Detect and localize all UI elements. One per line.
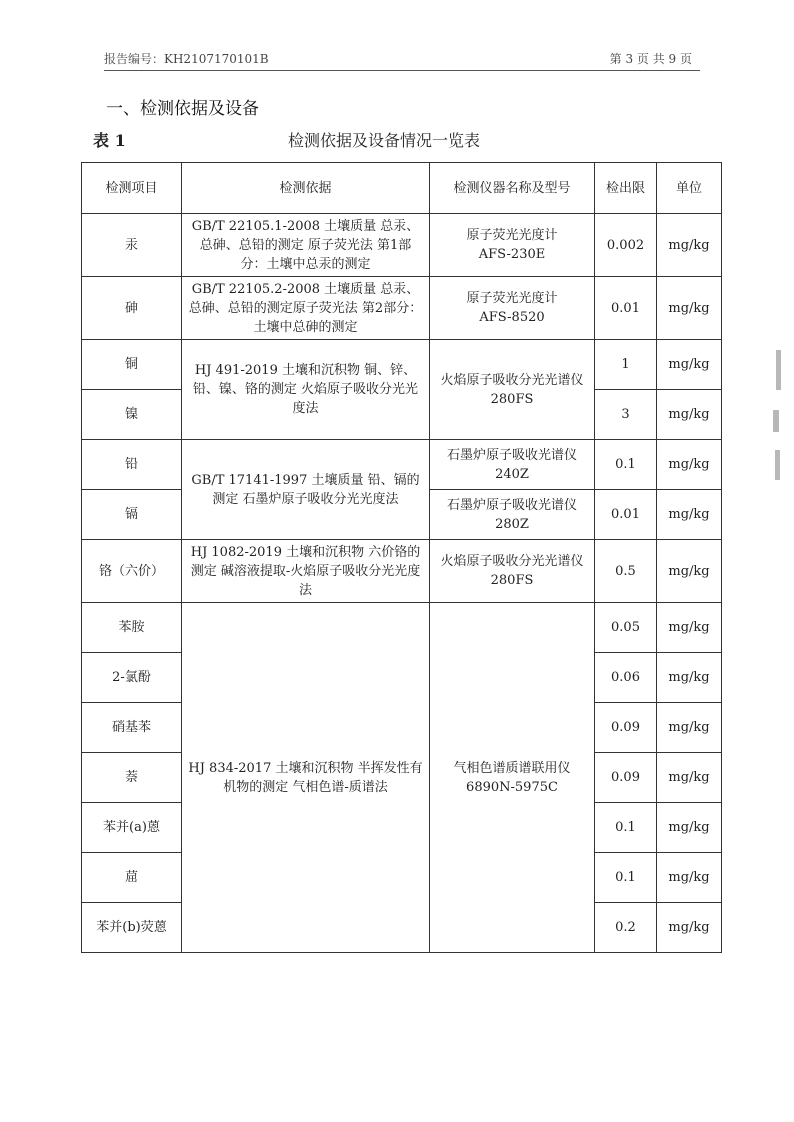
unit-cell: mg/kg (657, 440, 722, 490)
item-cell: 汞 (82, 214, 182, 277)
unit-cell: mg/kg (657, 703, 722, 753)
limit-cell: 0.002 (595, 214, 657, 277)
limit-cell: 0.2 (595, 903, 657, 953)
item-cell: 砷 (82, 277, 182, 340)
table-row (82, 440, 722, 490)
item-cell: 萘 (82, 753, 182, 803)
table-row (82, 214, 722, 277)
item-cell: 镍 (82, 390, 182, 440)
instrument-model: AFS-230E (478, 247, 546, 262)
item-cell: 铬（六价） (82, 540, 182, 603)
basis-equipment-table (81, 162, 722, 953)
unit-cell: mg/kg (657, 340, 722, 390)
instrument-cell (430, 214, 595, 277)
item-cell: 铅 (82, 440, 182, 490)
unit-cell: mg/kg (657, 390, 722, 440)
limit-cell: 0.1 (595, 803, 657, 853)
instrument-cell: 石墨炉原子吸收光谱仪 280Z (430, 490, 595, 540)
unit-cell: mg/kg (657, 653, 722, 703)
limit-cell: 3 (595, 390, 657, 440)
item-cell: 苯并(b)荧蒽 (82, 903, 182, 953)
scan-mark (775, 450, 780, 480)
instrument-name: 原子荧光光度计 (466, 291, 558, 306)
table-row (82, 277, 722, 340)
basis-cell: HJ 1082-2019 土壤和沉积物 六价铬的测定 碱溶液提取-火焰原子吸收分光光度法 (182, 540, 430, 603)
item-cell: 硝基苯 (82, 703, 182, 753)
basis-cell: GB/T 17141-1997 土壤质量 铅、镉的测定 石墨炉原子吸收分光光度法 (182, 440, 430, 540)
limit-cell: 0.5 (595, 540, 657, 603)
col-header-item: 检测项目 (82, 163, 182, 214)
page-header (104, 48, 700, 71)
instrument-cell: 火焰原子吸收分光光谱仪 280FS (430, 540, 595, 603)
table-row (82, 540, 722, 603)
unit-cell: mg/kg (657, 277, 722, 340)
limit-cell: 0.1 (595, 853, 657, 903)
limit-cell: 0.01 (595, 277, 657, 340)
col-header-instrument: 检测仪器名称及型号 (430, 163, 595, 214)
section-title: 一、检测依据及设备 (106, 99, 259, 119)
item-cell: 䓛 (82, 853, 182, 903)
limit-cell: 0.1 (595, 440, 657, 490)
unit-cell: mg/kg (657, 753, 722, 803)
limit-cell: 0.06 (595, 653, 657, 703)
report-number: 报告编号：KH2107170101B (104, 52, 269, 66)
unit-cell: mg/kg (657, 540, 722, 603)
basis-cell: HJ 834-2017 土壤和沉积物 半挥发性有机物的测定 气相色谱-质谱法 (182, 603, 430, 953)
table-header-row (82, 163, 722, 214)
table-title: 检测依据及设备情况一览表 (288, 131, 481, 150)
unit-cell: mg/kg (657, 214, 722, 277)
limit-cell: 0.09 (595, 753, 657, 803)
scan-mark (773, 410, 779, 432)
table-number: 表 1 (93, 131, 126, 150)
instrument-cell: 石墨炉原子吸收光谱仪 240Z (430, 440, 595, 490)
item-cell: 苯并(a)蒽 (82, 803, 182, 853)
limit-cell: 1 (595, 340, 657, 390)
col-header-unit: 单位 (657, 163, 722, 214)
limit-cell: 0.05 (595, 603, 657, 653)
unit-cell: mg/kg (657, 490, 722, 540)
table-row (82, 603, 722, 653)
col-header-basis: 检测依据 (182, 163, 430, 214)
instrument-cell: 气相色谱质谱联用仪 6890N-5975C (430, 603, 595, 953)
unit-cell: mg/kg (657, 903, 722, 953)
page-number: 第 3 页 共 9 页 (609, 52, 692, 66)
basis-cell: HJ 491-2019 土壤和沉积物 铜、锌、铅、镍、铬的测定 火焰原子吸收分光光度法 (182, 340, 430, 440)
basis-cell: GB/T 22105.2-2008 土壤质量 总汞、总砷、总铅的测定原子荧光法 第2部分：土壤中总砷的测定 (182, 277, 430, 340)
instrument-name: 原子荧光光度计 (466, 228, 558, 243)
instrument-model: AFS-8520 (479, 310, 545, 325)
limit-cell: 0.09 (595, 703, 657, 753)
scan-mark (776, 350, 781, 390)
instrument-cell: 火焰原子吸收分光光谱仪 280FS (430, 340, 595, 440)
instrument-cell (430, 277, 595, 340)
limit-cell: 0.01 (595, 490, 657, 540)
basis-cell: GB/T 22105.1-2008 土壤质量 总汞、总砷、总铅的测定 原子荧光法 第1部分：土壤中总汞的测定 (182, 214, 430, 277)
unit-cell: mg/kg (657, 853, 722, 903)
unit-cell: mg/kg (657, 803, 722, 853)
item-cell: 2-氯酚 (82, 653, 182, 703)
unit-cell: mg/kg (657, 603, 722, 653)
item-cell: 镉 (82, 490, 182, 540)
table-row (82, 340, 722, 390)
col-header-limit: 检出限 (595, 163, 657, 214)
item-cell: 铜 (82, 340, 182, 390)
item-cell: 苯胺 (82, 603, 182, 653)
